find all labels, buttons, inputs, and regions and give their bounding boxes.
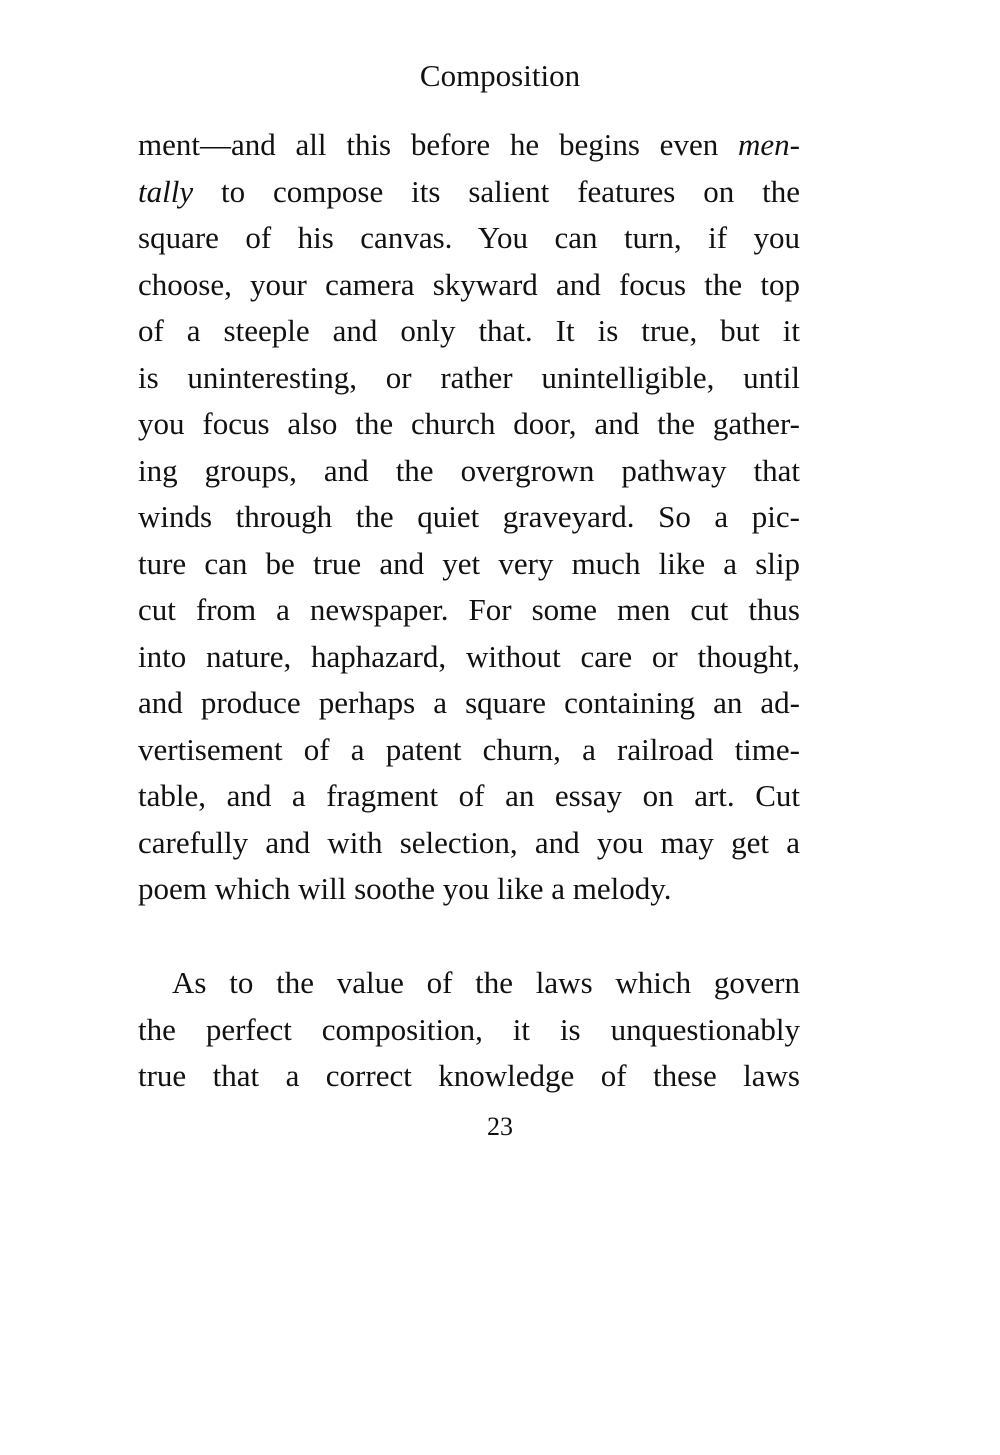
text-line: into nature, haphazard, without care or thought, [138,638,800,674]
text-line: ture can be true and yet very much like a slip [138,545,800,581]
text-line: winds through the quiet graveyard. So a pic- [138,499,800,534]
italic-word: men- [738,127,800,162]
italic-word: tally [138,173,194,209]
text-run: ment—and all this before he begins even [138,127,739,162]
text-line: choose, your camera skyward and focus the top [138,266,800,302]
text-line: of a steeple and only that. It is true, but it [138,313,800,348]
text-line: poem which will soothe you like a melody. [138,871,672,906]
text-line: is uninteresting, or rather unintelligible, until [138,359,800,395]
text-line: vertisement of a patent churn, a railroad time- [138,731,800,767]
text-line: As to the value of the laws which govern [172,965,800,1000]
text-line [138,122,800,169]
running-head-title: Composition [419,58,581,93]
text-line: the perfect composition, it is unquestionably [138,1011,800,1047]
text-line: ing groups, and the overgrown pathway that [138,452,800,488]
body-paragraph-1 [138,122,800,913]
text-run: to compose its salient features on the [193,173,800,209]
text-line: square of his canvas. You can turn, if you [138,220,800,255]
text-line: and produce perhaps a square containing an ad- [138,685,800,720]
text-line: table, and a fragment of an essay on art. Cut [138,778,800,813]
text-line: carefully and with selection, and you may get a [138,824,800,860]
text-line: cut from a newspaper. For some men cut thus [138,592,800,627]
body-paragraph-2 [138,960,800,1100]
page-number: 23 [487,1112,513,1141]
text-line: true that a correct knowledge of these laws [138,1058,800,1093]
text-line [138,169,800,216]
text-line: you focus also the church door, and the gather- [138,406,800,441]
